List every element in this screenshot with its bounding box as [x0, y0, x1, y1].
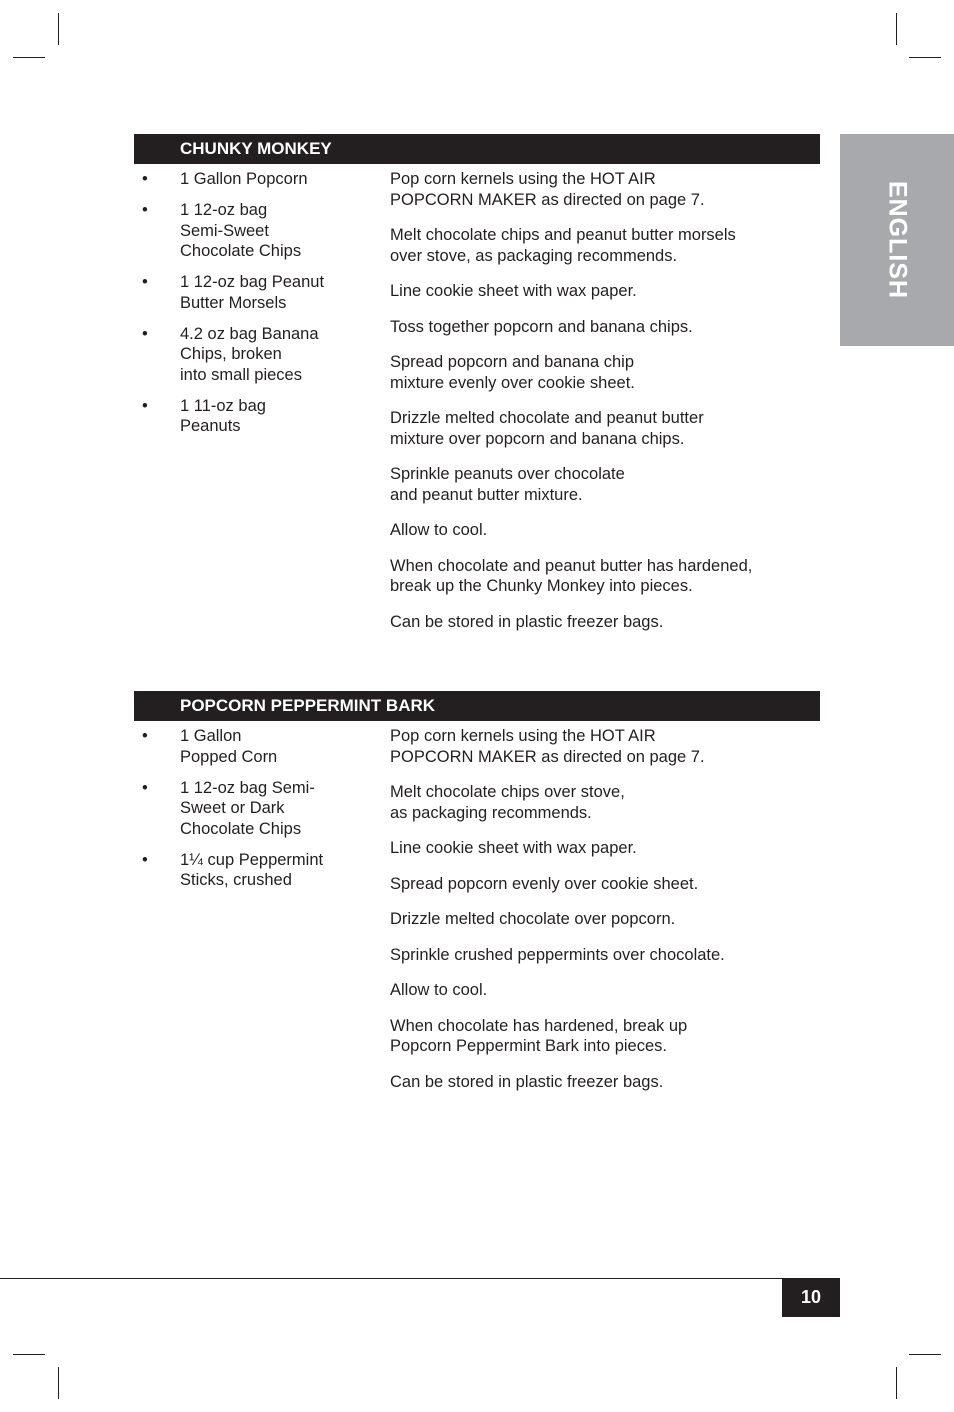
- instruction-step: Allow to cool.: [390, 981, 488, 999]
- ingredient-text: 1 12-oz bag Semi- Sweet or Dark Chocolate Chips: [180, 778, 315, 838]
- instruction-step: Pop corn kernels using the HOT AIR POPCORN MAKER as directed on page 7.: [390, 727, 705, 766]
- bullet-icon: •: [142, 778, 148, 797]
- instruction-step: Line cookie sheet with wax paper.: [390, 839, 637, 857]
- crop-mark: [58, 13, 59, 45]
- ingredient-item: [134, 200, 354, 262]
- instruction-step: When chocolate and peanut butter has hardened, break up the Chunky Monkey into pieces.: [390, 556, 753, 595]
- crop-mark: [13, 57, 45, 58]
- recipe-chunky-monkey: [134, 134, 820, 631]
- instruction-step: Spread popcorn evenly over cookie sheet.: [390, 874, 699, 893]
- ingredient-text: 1¼ cup Peppermint Sticks, crushed: [180, 850, 324, 889]
- ingredient-item: [134, 272, 354, 313]
- step-list: [390, 169, 810, 647]
- instruction-step: Toss together popcorn and banana chips.: [390, 317, 693, 336]
- ingredient-item: [134, 778, 354, 840]
- instruction-step: Melt chocolate chips and peanut butter morsels over stove, as packaging recommends.: [390, 226, 736, 265]
- bullet-icon: •: [142, 170, 148, 188]
- instruction-step: When chocolate has hardened, break up Popcorn Peppermint Bark into pieces.: [390, 1016, 688, 1055]
- crop-mark: [896, 13, 897, 45]
- ingredient-list: [134, 726, 354, 901]
- crop-mark: [909, 57, 941, 58]
- ingredient-item: [134, 324, 354, 386]
- instruction-step: Spread popcorn and banana chip mixture evenly over cookie sheet.: [390, 353, 635, 392]
- instruction-step: Melt chocolate chips over stove, as packaging recommends.: [390, 783, 625, 822]
- page-number: 10: [782, 1278, 840, 1317]
- ingredient-item: [134, 850, 354, 891]
- instruction-step: Sprinkle crushed peppermints over chocolate.: [390, 945, 725, 964]
- bullet-icon: •: [142, 727, 148, 745]
- ingredient-text: 1 Gallon Popped Corn: [180, 727, 278, 766]
- ingredient-text: 1 11-oz bag Peanuts: [180, 396, 266, 435]
- ingredient-text: 4.2 oz bag Banana Chips, broken into small pieces: [180, 324, 319, 384]
- footer-rule: [0, 1278, 840, 1279]
- language-tab: [840, 134, 954, 346]
- instruction-step: Can be stored in plastic freezer bags.: [390, 612, 664, 631]
- instruction-step: Can be stored in plastic freezer bags.: [390, 1072, 664, 1091]
- step-list: [390, 726, 810, 1107]
- crop-mark: [13, 1354, 45, 1355]
- recipe-popcorn-peppermint-bark: [134, 691, 820, 1091]
- ingredient-list: [134, 169, 354, 447]
- ingredient-text: 1 Gallon Popcorn: [180, 170, 308, 188]
- ingredient-text: 1 12-oz bag Semi-Sweet Chocolate Chips: [180, 201, 302, 260]
- bullet-icon: •: [142, 324, 148, 343]
- ingredient-item: [134, 169, 354, 190]
- bullet-icon: •: [142, 201, 148, 219]
- instruction-step: Pop corn kernels using the HOT AIR POPCORN MAKER as directed on page 7.: [390, 170, 705, 209]
- instruction-step: Sprinkle peanuts over chocolate and peanut butter mixture.: [390, 465, 625, 504]
- recipe-title: CHUNKY MONKEY: [134, 134, 820, 164]
- instruction-step: Drizzle melted chocolate over popcorn.: [390, 910, 676, 928]
- language-tab-label: ENGLISH: [883, 180, 912, 300]
- ingredient-text: 1 12-oz bag Peanut Butter Morsels: [180, 273, 325, 312]
- crop-mark: [896, 1367, 897, 1399]
- recipe-title: POPCORN PEPPERMINT BARK: [134, 691, 820, 721]
- crop-mark: [58, 1367, 59, 1399]
- bullet-icon: •: [142, 396, 148, 415]
- ingredient-item: [134, 396, 354, 437]
- bullet-icon: •: [142, 273, 148, 291]
- instruction-step: Allow to cool.: [390, 521, 488, 539]
- ingredient-item: [134, 726, 354, 767]
- instruction-step: Line cookie sheet with wax paper.: [390, 282, 637, 300]
- instruction-step: Drizzle melted chocolate and peanut butter mixture over popcorn and banana chips.: [390, 409, 704, 448]
- bullet-icon: •: [142, 850, 148, 869]
- crop-mark: [909, 1354, 941, 1355]
